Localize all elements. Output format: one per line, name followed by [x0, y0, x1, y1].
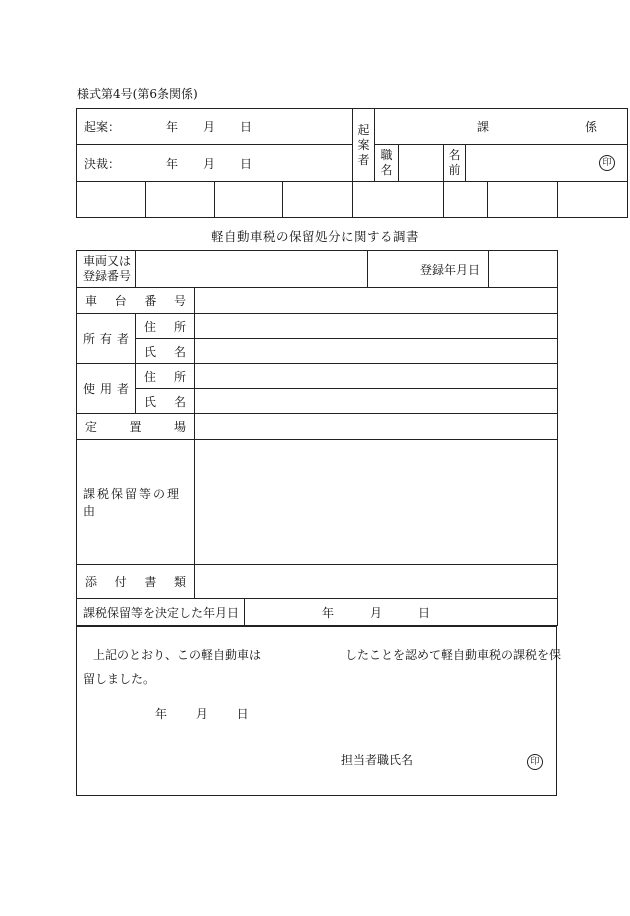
- location-label: 定 置 場: [77, 414, 195, 440]
- kian-date-cell[interactable]: [77, 109, 353, 145]
- owner-name-label: 氏 名: [136, 339, 195, 364]
- reason-label: 課税保留等の理由: [77, 440, 195, 565]
- signer-row[interactable]: [341, 751, 543, 770]
- registration-date-label: 登録年月日: [368, 251, 489, 288]
- kessai-label: 決裁：: [84, 156, 121, 171]
- ka-label: 課: [476, 120, 489, 134]
- declaration-day: 日: [236, 707, 249, 721]
- declaration-line-1: [93, 642, 562, 668]
- registration-date-field[interactable]: [489, 251, 558, 288]
- stamp-box-4[interactable]: [283, 182, 353, 218]
- stamp-box-3[interactable]: [215, 182, 283, 218]
- declaration-line-2: 留しました。: [83, 672, 156, 686]
- reason-field[interactable]: [195, 440, 558, 565]
- declaration-text-1: 上記のとおり、この軽自動車は: [93, 648, 262, 662]
- vehicle-number-label: 車両又は 登録番号: [77, 251, 136, 288]
- decision-date-label: 課税保留等を決定した年月日: [77, 599, 245, 626]
- decision-month: 月: [370, 605, 383, 620]
- kian-month: 月: [203, 120, 216, 134]
- kessai-day: 日: [240, 156, 253, 171]
- owner-address-label: 住 所: [136, 314, 195, 339]
- namae-field[interactable]: [466, 145, 628, 182]
- attachment-field[interactable]: [195, 565, 558, 599]
- declaration-month: 月: [195, 707, 208, 721]
- kian-year: 年: [166, 120, 179, 134]
- decision-day: 日: [418, 605, 431, 620]
- kessai-date-cell[interactable]: [77, 145, 353, 182]
- user-name-field[interactable]: [195, 389, 558, 414]
- kessai-year: 年: [166, 156, 179, 171]
- stamp-box-2[interactable]: [146, 182, 215, 218]
- main-table: [76, 250, 558, 626]
- approval-table: [76, 108, 628, 218]
- shokumei-label: 職 名: [375, 145, 399, 182]
- owner-address-field[interactable]: [195, 314, 558, 339]
- decision-year: 年: [322, 605, 335, 620]
- chassis-number-field[interactable]: [195, 288, 558, 314]
- declaration-year: 年: [155, 707, 168, 721]
- vehicle-number-field[interactable]: [136, 251, 368, 288]
- namae-label: 名 前: [444, 145, 466, 182]
- seal-icon: 印: [599, 155, 615, 171]
- location-field[interactable]: [195, 414, 558, 440]
- shokumei-field[interactable]: [399, 145, 444, 182]
- kian-label: 起案：: [84, 120, 121, 134]
- ka-kakari-cell[interactable]: [375, 109, 628, 145]
- stamp-box-7[interactable]: [488, 182, 558, 218]
- user-name-label: 氏 名: [136, 389, 195, 414]
- chassis-number-label: 車 台 番 号: [77, 288, 195, 314]
- kessai-month: 月: [203, 156, 216, 171]
- signer-seal-icon: 印: [527, 754, 543, 770]
- stamp-box-6[interactable]: [444, 182, 488, 218]
- kakari-label: 係: [585, 120, 598, 134]
- kiansha-label: 起 案 者: [353, 109, 375, 182]
- user-address-field[interactable]: [195, 364, 558, 389]
- attachment-label: 添 付 書 類: [77, 565, 195, 599]
- document-title: 軽自動車税の保留処分に関する調書: [210, 229, 419, 244]
- user-address-label: 住 所: [136, 364, 195, 389]
- stamp-box-1[interactable]: [77, 182, 146, 218]
- declaration-date[interactable]: [155, 705, 249, 722]
- signer-label: 担当者職氏名: [341, 753, 414, 767]
- stamp-box-5[interactable]: [353, 182, 444, 218]
- owner-name-field[interactable]: [195, 339, 558, 364]
- declaration-box: [76, 626, 562, 796]
- declaration-text-2: したことを認めて軽自動車税の課税を保: [345, 648, 562, 662]
- kian-day: 日: [240, 120, 253, 134]
- form-number: 様式第4号(第6条関係): [77, 87, 198, 101]
- user-label: 使 用 者: [77, 364, 136, 414]
- stamp-box-8[interactable]: [558, 182, 628, 218]
- decision-date-field[interactable]: [245, 599, 558, 626]
- owner-label: 所 有 者: [77, 314, 136, 364]
